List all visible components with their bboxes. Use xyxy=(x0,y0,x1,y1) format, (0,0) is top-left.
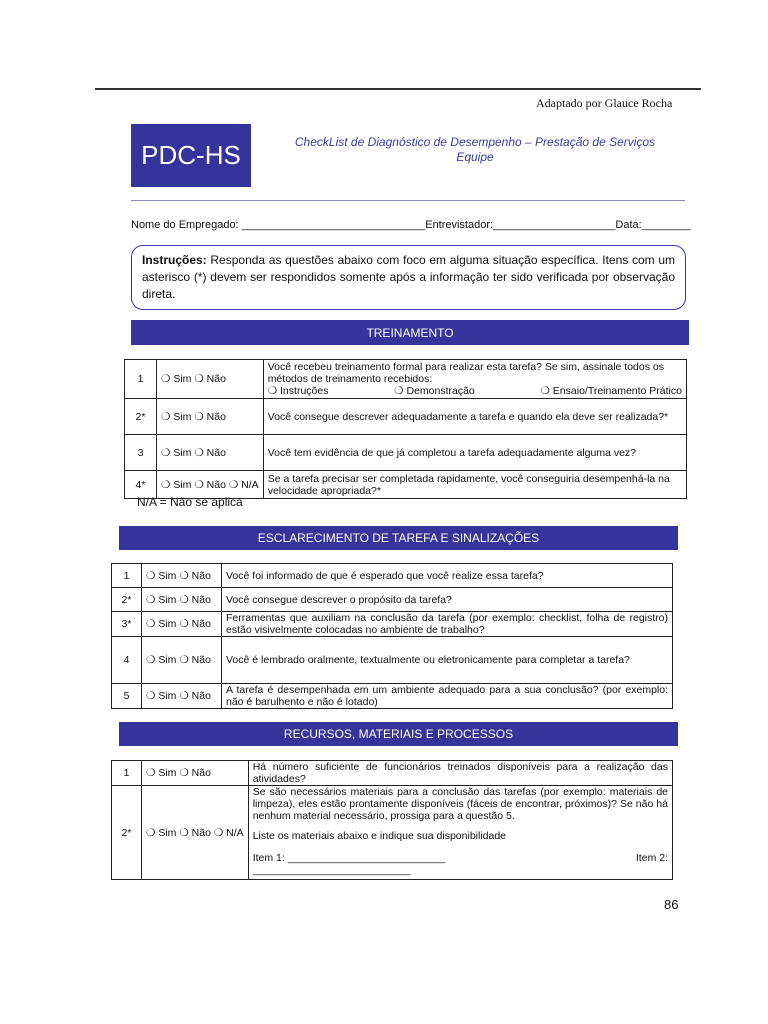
answer-options[interactable]: ❍ Sim ❍ Não xyxy=(142,612,222,637)
question-number: 2* xyxy=(125,399,157,435)
top-rule xyxy=(95,88,701,90)
recursos-table xyxy=(111,760,673,880)
employee-fields[interactable]: Nome do Empregado: ______________________________Entrevistador:____________________Data:________ xyxy=(131,219,691,231)
treinamento-table xyxy=(124,359,687,499)
answer-options[interactable]: ❍ Sim ❍ Não xyxy=(142,564,222,588)
answer-options[interactable]: ❍ Sim ❍ Não xyxy=(142,684,222,709)
question-number: 3* xyxy=(112,612,142,637)
question-text: Se a tarefa precisar ser completada rapidamente, você conseguiria desempenhá-la na velocidade apropriada?* xyxy=(263,471,686,499)
section-title-recursos: RECURSOS, MATERIAIS E PROCESSOS xyxy=(119,722,678,746)
table-row xyxy=(112,684,673,709)
question-number: 3 xyxy=(125,435,157,471)
item-2-line[interactable]: ___________________________ xyxy=(252,864,411,876)
item-2-field[interactable]: Item 2: xyxy=(635,852,668,864)
question-number: 1 xyxy=(112,564,142,588)
table-row xyxy=(112,786,673,880)
instructions-label: Instruções: xyxy=(142,253,207,267)
table-row xyxy=(112,564,673,588)
question-number: 4* xyxy=(125,471,157,499)
answer-options[interactable]: ❍ Sim ❍ Não ❍ N/A xyxy=(142,786,249,880)
question-number: 2* xyxy=(112,588,142,612)
question-text: Você tem evidência de que já completou a tarefa adequadamente alguma vez? xyxy=(263,435,686,471)
table-row xyxy=(112,761,673,786)
question-number: 2* xyxy=(112,786,142,880)
question-text xyxy=(248,786,672,880)
question-text: Você foi informado de que é esperado que você realize essa tarefa? xyxy=(222,564,673,588)
question-text: Você é lembrado oralmente, textualmente ou eletronicamente para completar a tarefa? xyxy=(222,637,673,684)
question-text: Há número suficiente de funcionários treinados disponíveis para a realização das atividades? xyxy=(248,761,672,786)
table-row xyxy=(112,612,673,637)
question-text: A tarefa é desempenhada em um ambiente adequado para a sua conclusão? (por exemplo: não é barulhento e não é lotado) xyxy=(222,684,673,709)
question-number: 5 xyxy=(112,684,142,709)
section-title-esclarecimento: ESCLARECIMENTO DE TAREFA E SINALIZAÇÕES xyxy=(119,526,678,550)
table-row xyxy=(125,360,687,399)
method-ensaio[interactable]: ❍ Ensaio/Treinamento Prático xyxy=(540,385,682,397)
subtitle-line-1: CheckList de Diagnóstico de Desempenho – Prestação de Serviços xyxy=(294,135,656,149)
table-row xyxy=(112,637,673,684)
materials-instruction: Liste os materiais abaixo e indique sua disponibilidade xyxy=(252,830,507,842)
answer-options[interactable]: ❍ Sim ❍ Não xyxy=(157,435,264,471)
table-row xyxy=(112,588,673,612)
instructions-text: Responda as questões abaixo com foco em alguma situação específica. Itens com um asterisco (*) devem ser respondidos somente após a informação ter sido verificada por observação direta. xyxy=(142,253,675,301)
item-1-field[interactable]: Item 1: ___________________________ xyxy=(252,852,446,864)
training-methods xyxy=(268,385,682,397)
question-number: 1 xyxy=(112,761,142,786)
question-number: 1 xyxy=(125,360,157,399)
question-1-text: Você recebeu treinamento formal para realizar esta tarefa? Se sim, assinale todos os métodos de treinamento recebidos: xyxy=(267,361,664,385)
instructions-box xyxy=(131,245,686,310)
materials-items xyxy=(253,852,668,864)
page-number: 86 xyxy=(664,897,679,912)
answer-options[interactable]: ❍ Sim ❍ Não xyxy=(142,761,249,786)
answer-options[interactable]: ❍ Sim ❍ Não ❍ N/A xyxy=(157,471,264,499)
question-2-text: Se são necessários materiais para a conclusão das tarefas (por exemplo: materiais de limpeza), eles estão prontamente disponíveis (fáceis de encontrar, próximos)? Se não há nenhum material necessário, prossiga para a questão 5. xyxy=(252,786,668,822)
answer-options[interactable]: ❍ Sim ❍ Não xyxy=(157,360,264,399)
answer-options[interactable]: ❍ Sim ❍ Não xyxy=(157,399,264,435)
header-separator xyxy=(131,200,685,201)
adapted-by: Adaptado por Glauce Rocha xyxy=(536,96,673,110)
question-text: Você consegue descrever adequadamente a tarefa e quando ela deve ser realizada?* xyxy=(263,399,686,435)
na-note: N/A = Não se aplica xyxy=(137,495,243,509)
section-title-treinamento: TREINAMENTO xyxy=(131,320,689,345)
question-text xyxy=(263,360,686,399)
table-row xyxy=(125,399,687,435)
table-row xyxy=(125,435,687,471)
document-subtitle xyxy=(280,135,670,165)
question-number: 4 xyxy=(112,637,142,684)
logo: PDC-HS xyxy=(131,124,251,187)
method-instrucoes[interactable]: ❍ Instruções xyxy=(267,385,329,397)
subtitle-line-2: Equipe xyxy=(456,150,494,164)
esclarecimento-table xyxy=(111,563,673,709)
question-text: Ferramentas que auxiliam na conclusão da tarefa (por exemplo: checklist, folha de registro) estão visivelmente colocadas no ambiente de trabalho? xyxy=(222,612,673,637)
answer-options[interactable]: ❍ Sim ❍ Não xyxy=(142,637,222,684)
method-demonstracao[interactable]: ❍ Demonstração xyxy=(394,385,475,397)
question-text: Você consegue descrever o propósito da tarefa? xyxy=(222,588,673,612)
answer-options[interactable]: ❍ Sim ❍ Não xyxy=(142,588,222,612)
